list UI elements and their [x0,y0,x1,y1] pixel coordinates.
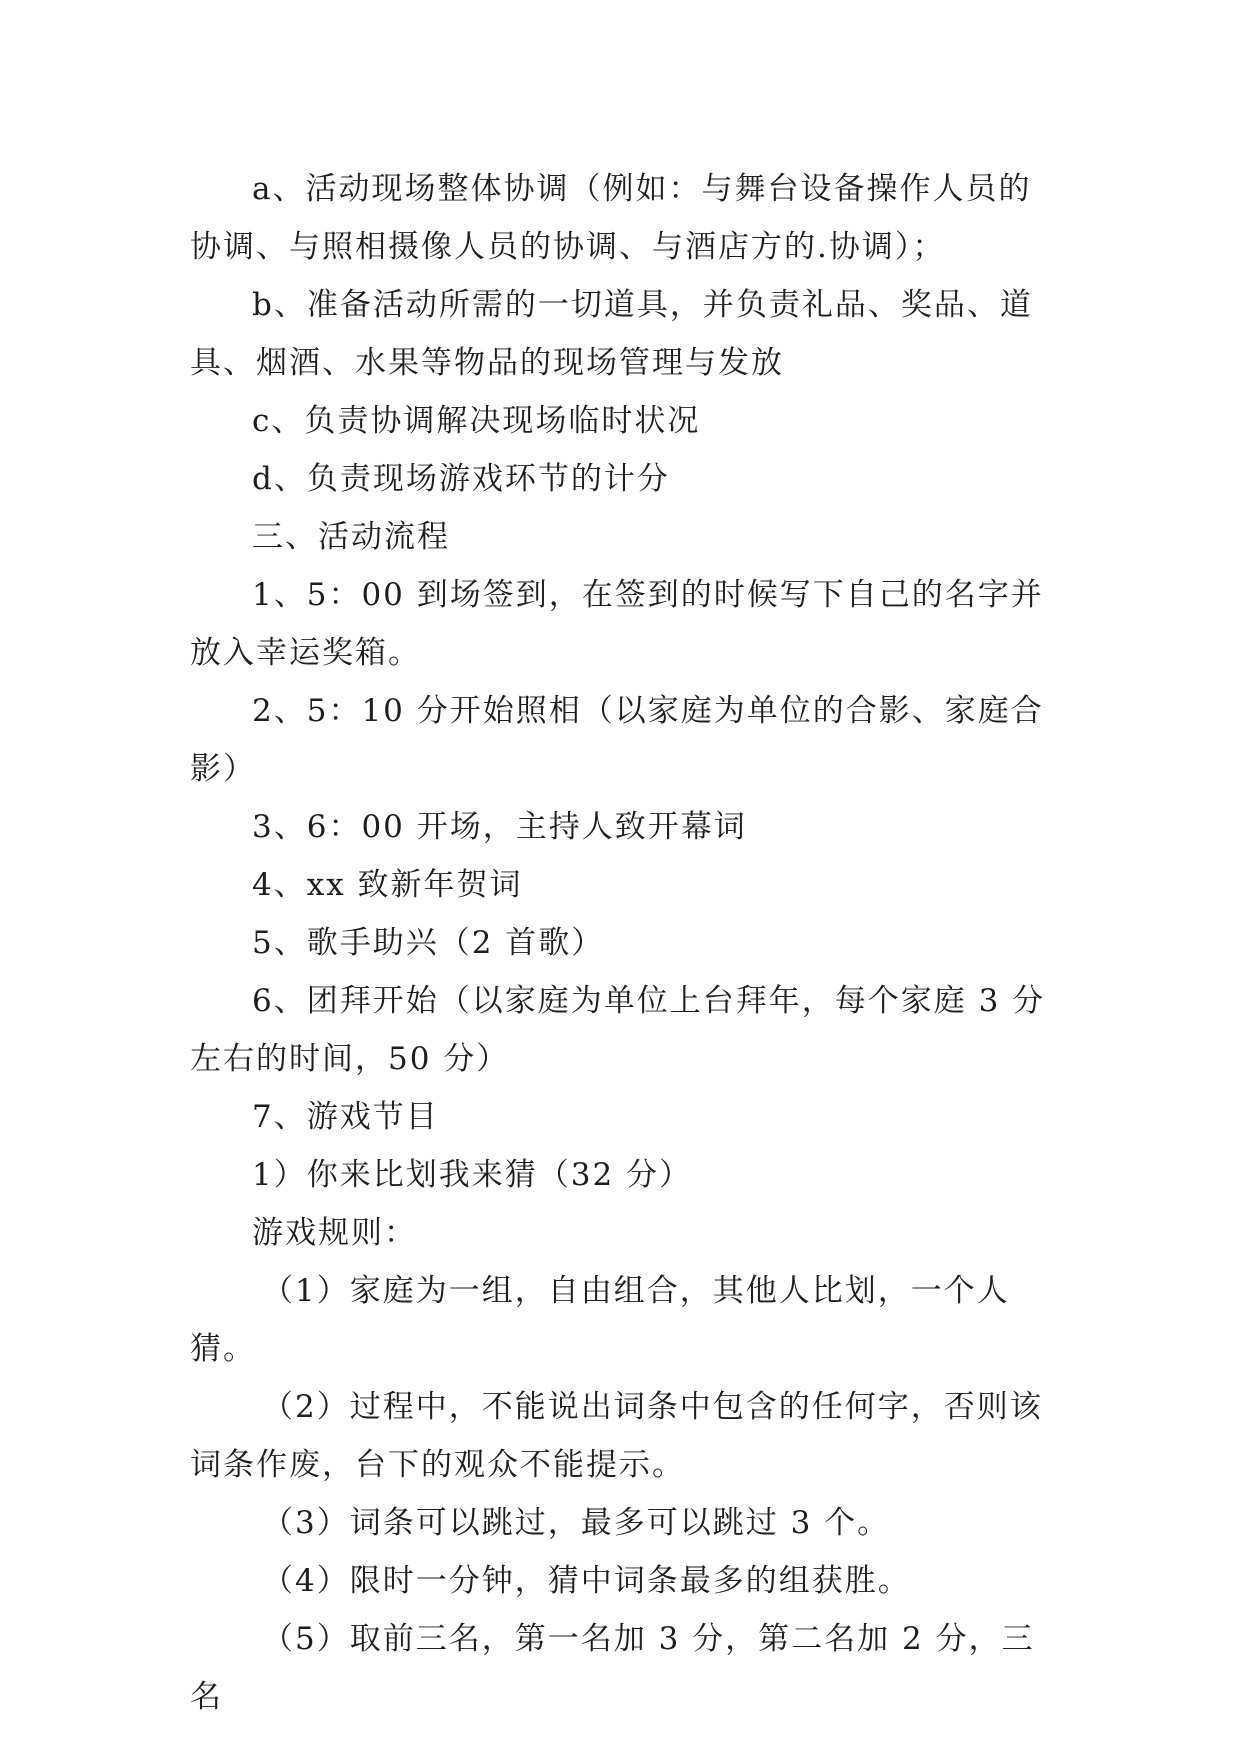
paragraph-b: b、准备活动所需的一切道具，并负责礼品、奖品、道具、烟酒、水果等物品的现场管理与发放 [190,287,1033,381]
flow-item-5: 5、歌手助兴（2 首歌） [252,925,605,961]
game-rules-heading: 游戏规则： [252,1215,417,1251]
flow-item-6: 6、团拜开始（以家庭为单位上台拜年，每个家庭 3 分左右的时间，50 分） [190,983,1046,1077]
paragraph-d: d、负责现场游戏环节的计分 [252,461,670,497]
flow-item-3: 3、6：00 开场，主持人致开幕词 [252,809,747,845]
game-rule-4: （4）限时一分钟，猜中词条最多的组获胜。 [262,1563,911,1599]
flow-item-2: 2、5：10 分开始照相（以家庭为单位的合影、家庭合影） [190,693,1044,787]
game-rule-2: （2）过程中，不能说出词条中包含的任何字，否则该词条作废，台下的观众不能提示。 [190,1389,1043,1483]
game-rule-3: （3）词条可以跳过，最多可以跳过 3 个。 [262,1505,891,1541]
flow-item-4: 4、xx 致新年贺词 [252,867,523,903]
document-body [190,160,1050,1726]
section-heading-activity-flow: 三、活动流程 [252,519,450,555]
flow-item-7: 7、游戏节目 [252,1099,439,1135]
paragraph-c: c、负责协调解决现场临时状况 [252,403,701,439]
flow-item-1: 1、5：00 到场签到，在签到的时候写下自己的名字并放入幸运奖箱。 [190,577,1044,671]
game-title: 1）你来比划我来猜（32 分） [252,1157,693,1193]
paragraph-a: a、活动现场整体协调（例如：与舞台设备操作人员的协调、与照相摄像人员的协调、与酒店方的.协调）； [190,171,1032,265]
game-rule-5: （5）取前三名，第一名加 3 分，第二名加 2 分，三名 [190,1621,1035,1715]
game-rule-1: （1）家庭为一组，自由组合，其他人比划，一个人猜。 [190,1273,1010,1367]
